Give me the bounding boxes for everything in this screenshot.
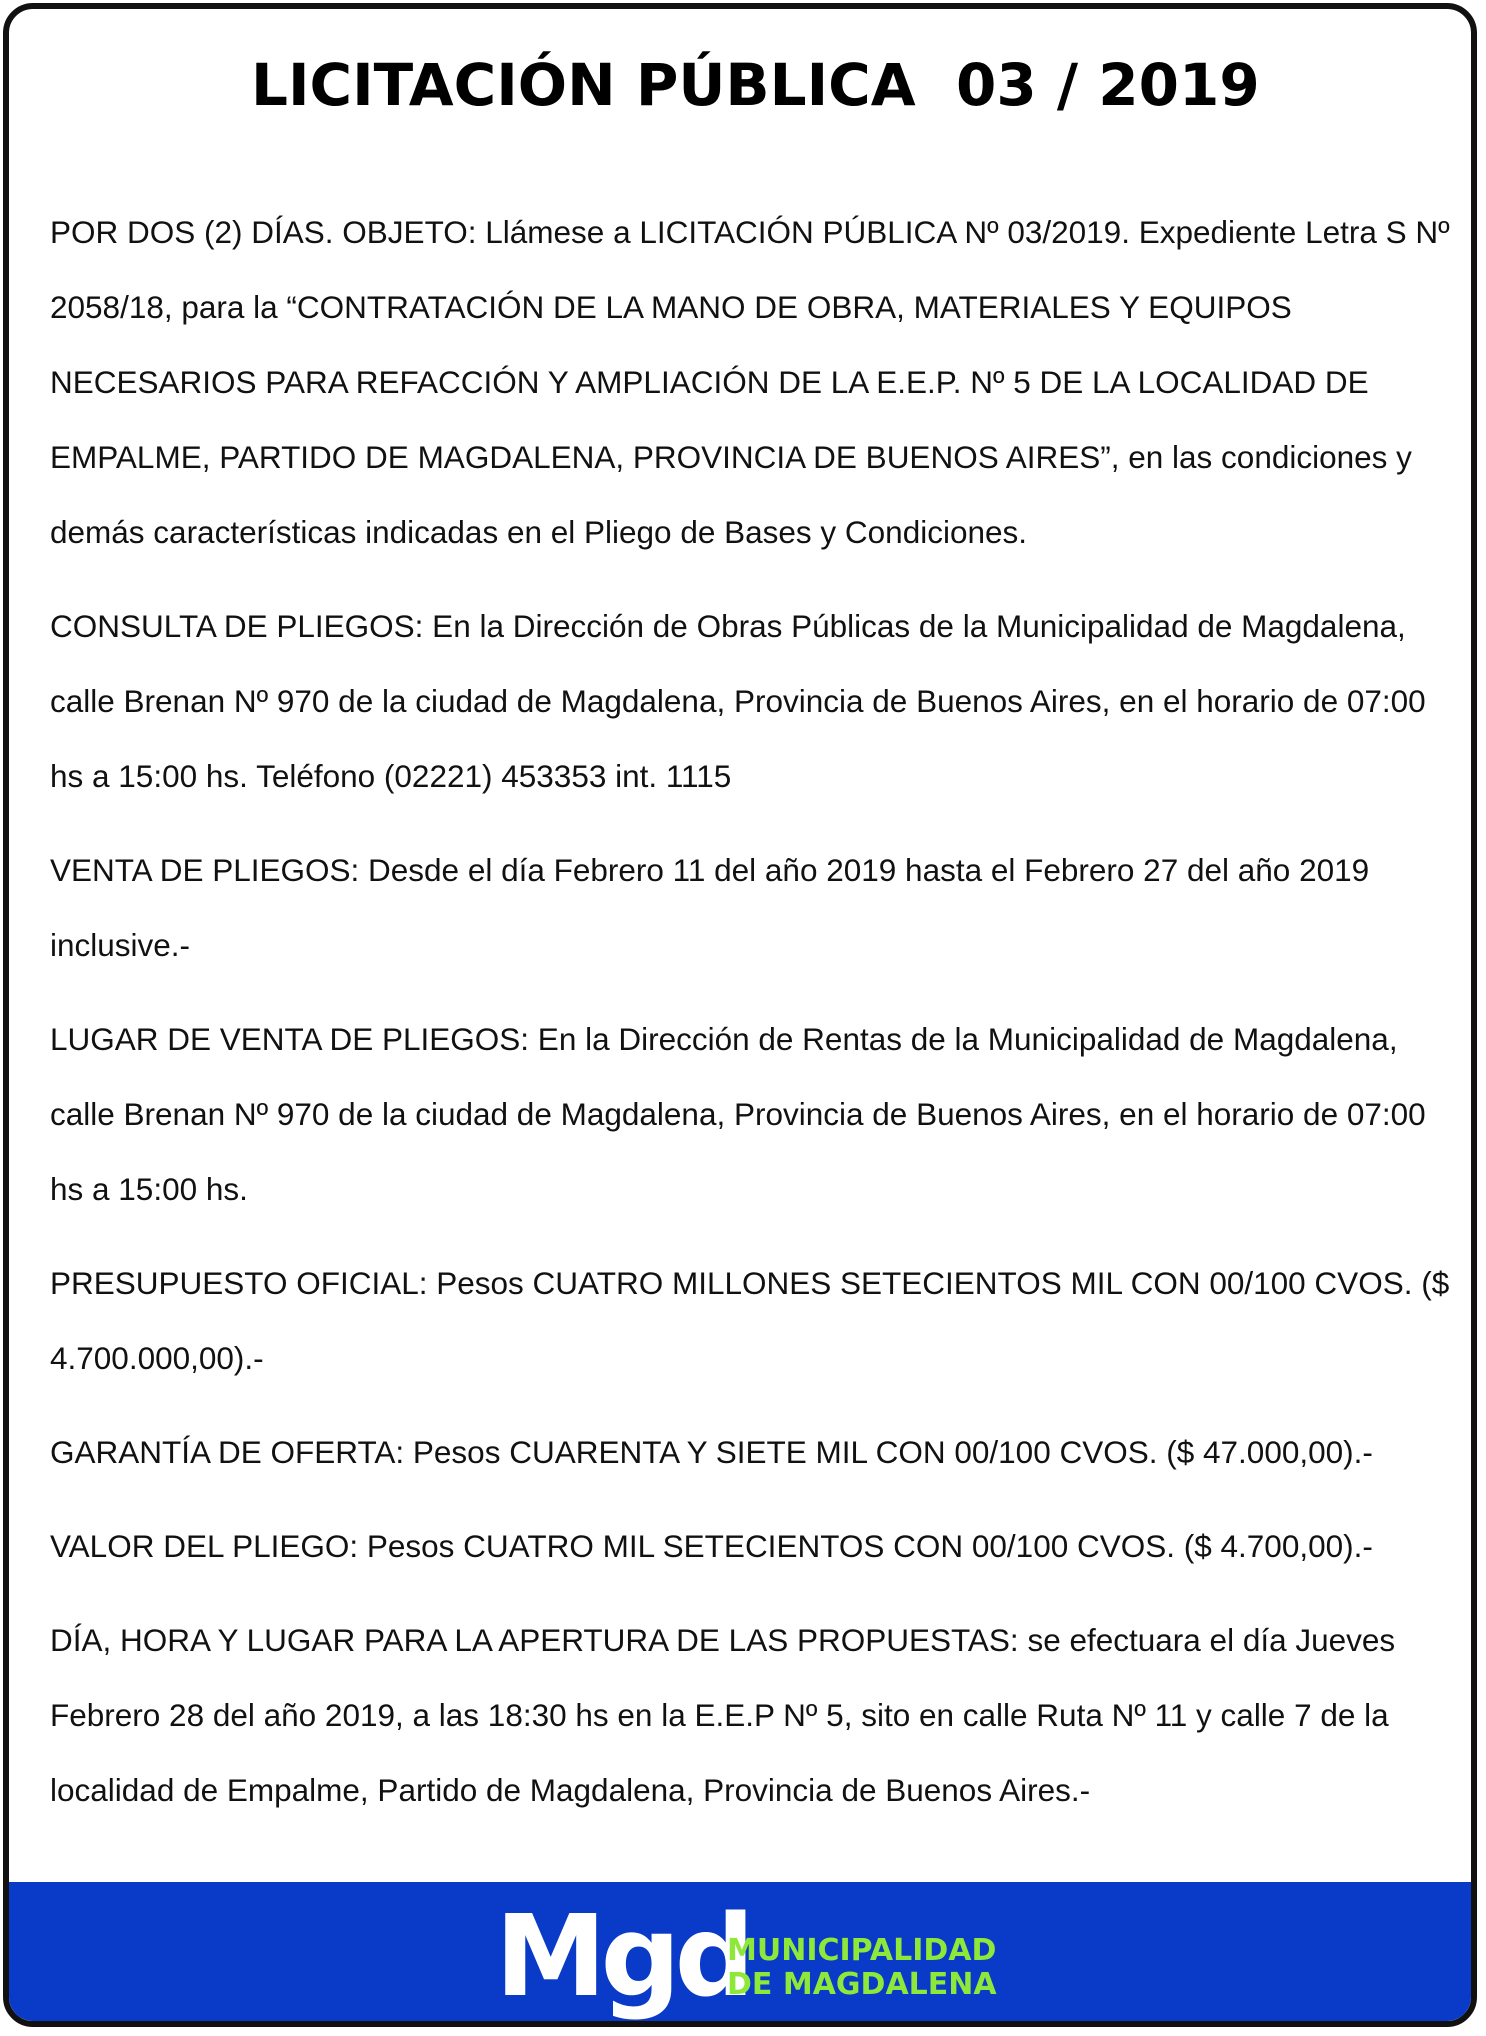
notice-frame xyxy=(3,3,1477,2027)
paragraph-apertura: DÍA, HORA Y LUGAR PARA LA APERTURA DE LAS PROPUESTAS: se efectuara el día Jueves Febrero 28 del año 2019, a las 18:30 hs en la E.E.P Nº 5, sito en calle Ruta Nº 11 y calle 7 de la localidad de Empalme, Partido de Magdalena, Provincia de Buenos Aires.- xyxy=(50,1622,1396,1808)
paragraph-valor-pliego: VALOR DEL PLIEGO: Pesos CUATRO MIL SETECIENTOS CON 00/100 CVOS. ($ 4.700,00).- xyxy=(50,1528,1373,1564)
paragraph-objeto: POR DOS (2) DÍAS. OBJETO: Llámese a LICITACIÓN PÚBLICA Nº 03/2019. Expediente Letra S Nº 2058/18, para la “CONTRATACIÓN DE LA MANO DE OBRA, MATERIALES Y EQUIPOS NECESARIOS PARA REFACCIÓN Y AMPLIACIÓN DE LA E.E.P. Nº 5 DE LA LOCALIDAD DE EMPALME, PARTIDO DE MAGDALENA, PROVINCIA DE BUENOS AIRES”, en las condiciones y demás características indicadas en el Pliego de Bases y Condiciones. xyxy=(50,214,1450,550)
notice-title: LICITACIÓN PÚBLICA 03 / 2019 xyxy=(251,51,1260,119)
paragraph-presupuesto: PRESUPUESTO OFICIAL: Pesos CUATRO MILLONES SETECIENTOS MIL CON 00/100 CVOS. ($ 4.700.000,00).- xyxy=(50,1265,1450,1376)
municipality-name-line1: MUNICIPALIDAD xyxy=(727,1933,997,1968)
footer-banner xyxy=(9,1882,1471,2027)
municipality-name xyxy=(727,1934,997,2002)
paragraph-venta-pliegos: VENTA DE PLIEGOS: Desde el día Febrero 11 del año 2019 hasta el Febrero 27 del año 2019 inclusive.- xyxy=(50,852,1370,963)
paragraph-consulta-pliegos: CONSULTA DE PLIEGOS: En la Dirección de Obras Públicas de la Municipalidad de Magdalena, calle Brenan Nº 970 de la ciudad de Magdalena, Provincia de Buenos Aires, en el horario de 07:00 hs a 15:00 hs. Teléfono (02221) 453353 int. 1115 xyxy=(50,608,1426,794)
paragraph-lugar-venta: LUGAR DE VENTA DE PLIEGOS: En la Dirección de Rentas de la Municipalidad de Magdalena, calle Brenan Nº 970 de la ciudad de Magdalena, Provincia de Buenos Aires, en el horario de 07:00 hs a 15:00 hs. xyxy=(50,1021,1426,1207)
municipality-name-line2: DE MAGDALENA xyxy=(727,1967,997,2002)
paragraph-garantia: GARANTÍA DE OFERTA: Pesos CUARENTA Y SIETE MIL CON 00/100 CVOS. ($ 47.000,00).- xyxy=(50,1434,1373,1470)
municipality-logo: Mgd xyxy=(495,1892,749,2022)
notice-body xyxy=(50,195,1450,1847)
